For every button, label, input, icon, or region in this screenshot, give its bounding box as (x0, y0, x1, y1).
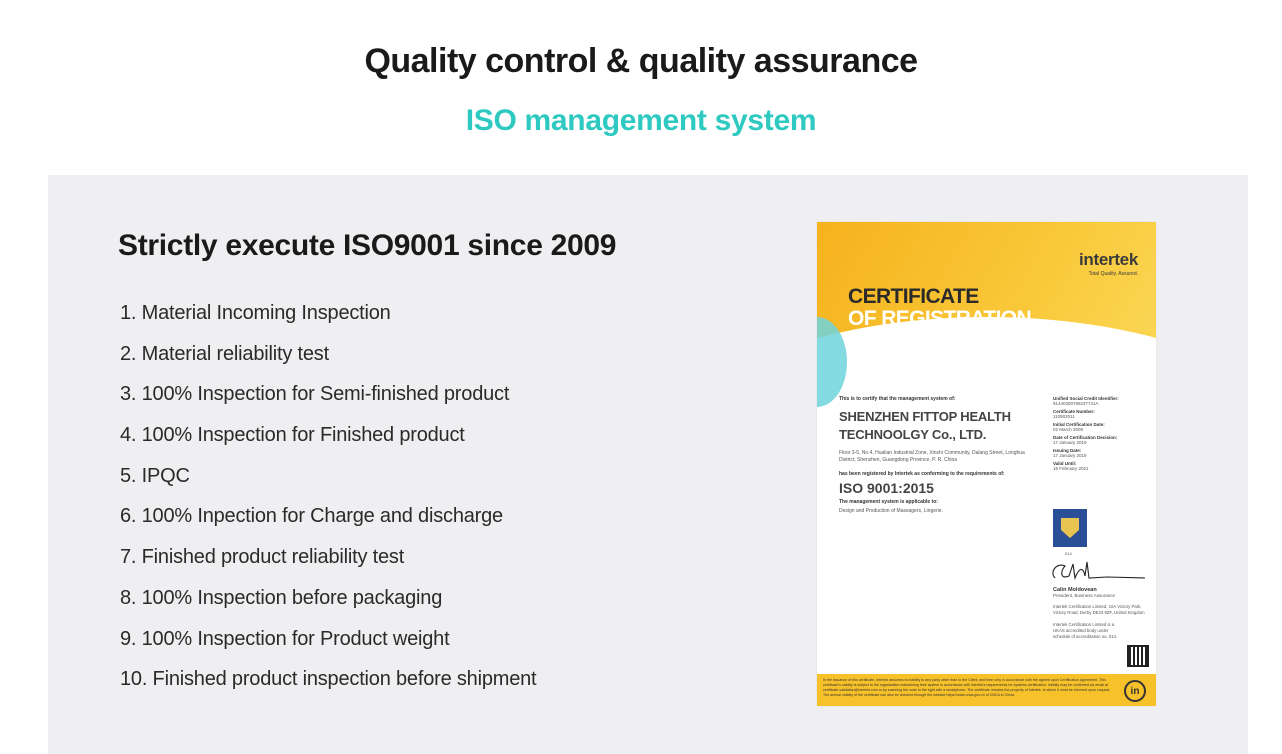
accreditation-text: Intertek Certification Limited is a UKAS accredited body under schedule of accreditation no. 014. (1053, 622, 1118, 639)
signer-name: Calin Moldovean (1053, 587, 1097, 593)
list-item: 8. 100% Inspection before packaging (120, 586, 443, 609)
page-subtitle: ISO management system (465, 104, 817, 137)
certificate-title-line2: OF REGISTRATION (848, 307, 1032, 330)
iso-standard: ISO 9001:2015 (839, 480, 934, 496)
detail-label: Initial Certification Date: (1053, 422, 1105, 427)
detail-value: 16 February 2021 (1053, 466, 1089, 471)
certify-text: This is to certify that the management system of: (839, 396, 956, 402)
ukas-badge-icon (1053, 509, 1087, 547)
signature-icon (1047, 558, 1147, 584)
list-item: 5. IPQC (120, 464, 190, 487)
inspection-steps-list (120, 301, 536, 708)
detail-value: 17 January 2019 (1053, 440, 1087, 445)
registered-text: has been registered by Intertek as conforming to the requirements of: (839, 471, 1005, 477)
scope-label: The management system is applicable to: (839, 499, 938, 505)
list-item: 7. Finished product reliability test (120, 546, 405, 569)
iso-panel (48, 175, 1248, 754)
panel-heading: Strictly execute ISO9001 since 2009 (118, 229, 617, 262)
detail-label: Issuing Date: (1053, 448, 1082, 453)
certificate-body (839, 396, 1039, 514)
detail-value: 17 January 2019 (1053, 453, 1087, 458)
company-address: Floor 3-5, No.4, Hualian Industrial Zone, Xinshi Community, Dalang Street, Longhua District, Shenzhen, Guangdong Province, P. R. China (839, 450, 1025, 463)
detail-value: 110902011 (1053, 414, 1075, 419)
certificate-title-line1: CERTIFICATE (848, 285, 979, 308)
company-name: SHENZHEN FITTOP HEALTH TECHNOOLGY Co., LTD. (839, 409, 1011, 442)
list-item: 6. 100% Inpection for Charge and discharge (120, 505, 503, 528)
brand-name: intertek (1078, 250, 1138, 269)
scope-text: Design and Production of Massagers, Lingerie. (839, 508, 943, 514)
detail-label: Date of Certification Decision: (1053, 435, 1118, 440)
qr-code-icon (1127, 645, 1149, 667)
signer-role: President, Business Assurance (1053, 593, 1116, 598)
page-title: Quality control & quality assurance (364, 42, 918, 80)
list-item: 3. 100% Inspection for Semi-finished product (120, 383, 510, 406)
list-item: 2. Material reliability test (120, 342, 329, 365)
detail-value: 91440300789237741A (1053, 401, 1099, 406)
detail-label: Unified Social Credit Identifier: (1053, 396, 1119, 401)
certificate-footer (817, 674, 1156, 706)
list-item: 1. Material Incoming Inspection (120, 302, 391, 324)
intertek-logo (1079, 250, 1138, 277)
list-item: 10. Finished product inspection before shipment (120, 668, 537, 691)
ukas-number: 014 (1065, 551, 1072, 556)
detail-label: Certificate Number: (1053, 409, 1095, 414)
issuer-address: Intertek Certification Limited, 10A Victory Park, Victory Road, Derby DE24 8ZF, United Kingdom (1053, 604, 1145, 615)
signer-block (1053, 587, 1153, 640)
brand-tagline: Total Quality. Assured. (1088, 271, 1138, 277)
list-item: 9. 100% Inspection for Product weight (120, 627, 450, 650)
list-item: 4. 100% Inspection for Finished product (120, 424, 465, 447)
iso-certificate-image (817, 222, 1156, 706)
intertek-mark-icon: in (1124, 680, 1146, 702)
footer-text: In the issuance of this certificate, Intertek assumes no liability to any party other than to the Client, and then only in accordance with the agreed upon Certification Agreement. This certificate's validity is subject to the organisation maintaining their system in accordance with Intertek's requirements for systems certification. Validity may be confirmed via email at certificate.validation@intertek.com or by scanning the code to the right with a smartphone. The certificate remains the property of Intertek, to whom it must be returned upon request. The annual validity of the certificate can also be checked through the website https://www.cnca.gov.cn of CNCA in China. (823, 678, 1111, 697)
detail-label: Valid Until: (1053, 461, 1077, 466)
detail-value: 02 March 2009 (1053, 427, 1084, 432)
certificate-details (1053, 393, 1153, 471)
